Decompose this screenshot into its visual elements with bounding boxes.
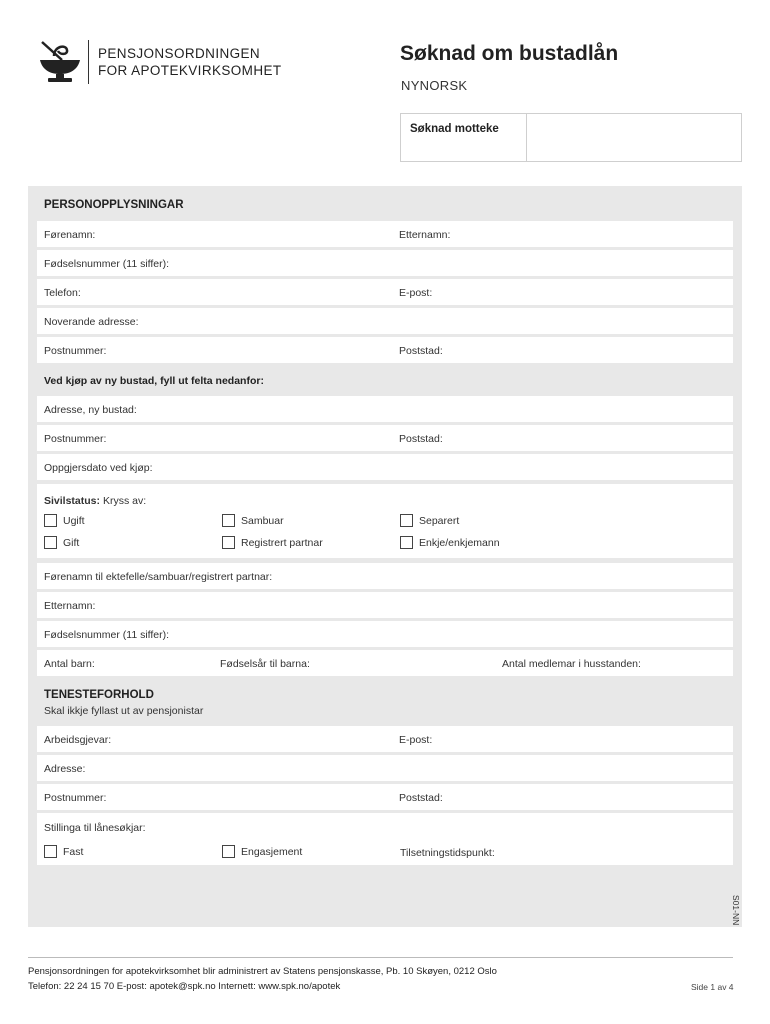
checkbox-label: Gift <box>63 536 80 549</box>
field-row-employer[interactable] <box>37 726 733 752</box>
field-row-postal[interactable] <box>37 337 733 363</box>
page-title: Søknad om bustadlån <box>400 42 619 65</box>
new-city-field-label: Poststad: <box>399 433 443 445</box>
employer-address-field-label: Adresse: <box>44 763 86 775</box>
checkbox-label: Engasjement <box>241 845 303 858</box>
employer-postcode-field-label: Postnummer: <box>44 792 107 804</box>
field-row-household[interactable] <box>37 650 733 676</box>
checkbox-box[interactable] <box>400 514 413 527</box>
checkbox-box[interactable] <box>44 536 57 549</box>
civil-status-label-bold: Sivilstatus: <box>44 495 101 507</box>
field-row-partner-last-name[interactable] <box>37 592 733 618</box>
footer-admin-text: Pensjonsordningen for apotekvirksomhet blir administrert av Statens pensjonskasse, Pb. 10 Skøyen, 0212 Oslo <box>28 966 497 977</box>
start-date-field-label: Tilsetningstidspunkt: <box>400 847 495 859</box>
employer-city-field-label: Poststad: <box>399 792 443 804</box>
last-name-field-label: Etternamn: <box>399 229 451 241</box>
position-block <box>37 813 733 865</box>
page-number: Side 1 av 4 <box>691 982 734 992</box>
checkbox-engasjement[interactable] <box>222 845 302 858</box>
checkbox-box[interactable] <box>400 536 413 549</box>
section-title-employment: TENESTEFORHOLD <box>44 689 154 701</box>
checkbox-registrert-partnar[interactable] <box>222 536 323 549</box>
checkbox-label: Fast <box>63 845 84 858</box>
footer-divider <box>28 957 733 958</box>
checkbox-ugift[interactable] <box>44 514 85 527</box>
birth-number-field-label: Fødselsnummer (11 siffer): <box>44 258 170 270</box>
partner-birth-number-field-label: Fødselsnummer (11 siffer): <box>44 629 170 641</box>
partner-last-name-field-label: Etternamn: <box>44 600 96 612</box>
first-name-field-label: Førenamn: <box>44 229 96 241</box>
civil-status-label-rest: Kryss av: <box>100 495 147 507</box>
civil-status-block <box>37 484 733 558</box>
checkbox-box[interactable] <box>222 514 235 527</box>
checkbox-label: Registrert partnar <box>241 536 323 549</box>
postcode-field-label: Postnummer: <box>44 345 107 357</box>
organisation-name <box>98 45 282 79</box>
field-row-name[interactable] <box>37 221 733 247</box>
settlement-date-field-label: Oppgjersdato ved kjøp: <box>44 462 153 474</box>
received-stamp-box <box>400 113 742 162</box>
new-postcode-field-label: Postnummer: <box>44 433 107 445</box>
children-count-field-label: Antal barn: <box>44 658 95 670</box>
employer-field-label: Arbeidsgjevar: <box>44 734 112 746</box>
field-row-new-address[interactable] <box>37 396 733 422</box>
language-label: NYNORSK <box>401 78 468 93</box>
section-title-personal: PERSONOPPLYSNINGAR <box>44 199 184 211</box>
checkbox-sambuar[interactable] <box>222 514 284 527</box>
checkbox-box[interactable] <box>44 514 57 527</box>
field-row-partner-first-name[interactable] <box>37 563 733 589</box>
form-code: S01-NN <box>731 895 741 926</box>
current-address-field-label: Noverande adresse: <box>44 316 139 328</box>
employer-email-field-label: E-post: <box>399 734 433 746</box>
new-home-note: Ved kjøp av ny bustad, fyll ut felta nedanfor: <box>44 375 264 387</box>
email-field-label: E-post: <box>399 287 433 299</box>
checkbox-box[interactable] <box>44 845 57 858</box>
field-row-settlement-date[interactable] <box>37 454 733 480</box>
checkbox-label: Separert <box>419 514 460 527</box>
checkbox-label: Sambuar <box>241 514 284 527</box>
civil-status-label <box>44 495 146 507</box>
field-row-birth-number[interactable] <box>37 250 733 276</box>
checkbox-fast[interactable] <box>44 845 83 858</box>
city-field-label: Poststad: <box>399 345 443 357</box>
partner-first-name-field-label: Førenamn til ektefelle/sambuar/registrert partnar: <box>44 571 273 583</box>
org-name-line-1: PENSJONSORDNINGEN <box>98 46 261 61</box>
checkbox-box[interactable] <box>222 536 235 549</box>
checkbox-separert[interactable] <box>400 514 459 527</box>
received-divider <box>526 114 527 161</box>
field-row-employer-address[interactable] <box>37 755 733 781</box>
phone-field-label: Telefon: <box>44 287 81 299</box>
checkbox-box[interactable] <box>222 845 235 858</box>
section-subtitle-employment: Skal ikkje fyllast ut av pensjonistar <box>44 705 204 717</box>
field-row-partner-birth-number[interactable] <box>37 621 733 647</box>
field-row-current-address[interactable] <box>37 308 733 334</box>
field-row-new-postal[interactable] <box>37 425 733 451</box>
children-birth-years-field-label: Fødselsår til barna: <box>220 658 310 670</box>
received-label: Søknad motteke <box>410 123 499 135</box>
field-row-employer-postal[interactable] <box>37 784 733 810</box>
field-row-contact[interactable] <box>37 279 733 305</box>
header-divider <box>88 40 89 84</box>
new-address-field-label: Adresse, ny bustad: <box>44 404 137 416</box>
checkbox-label: Enkje/enkjemann <box>419 536 500 549</box>
checkbox-label: Ugift <box>63 514 85 527</box>
position-label: Stillinga til lånesøkjar: <box>44 822 146 834</box>
pharmacy-logo-icon <box>34 38 86 86</box>
footer-contact-text: Telefon: 22 24 15 70 E-post: apotek@spk.no Internett: www.spk.no/apotek <box>28 981 341 992</box>
org-name-line-2: FOR APOTEKVIRKSOMHET <box>98 63 282 78</box>
household-members-field-label: Antal medlemar i husstanden: <box>502 658 641 670</box>
checkbox-gift[interactable] <box>44 536 79 549</box>
checkbox-enkje[interactable] <box>400 536 500 549</box>
